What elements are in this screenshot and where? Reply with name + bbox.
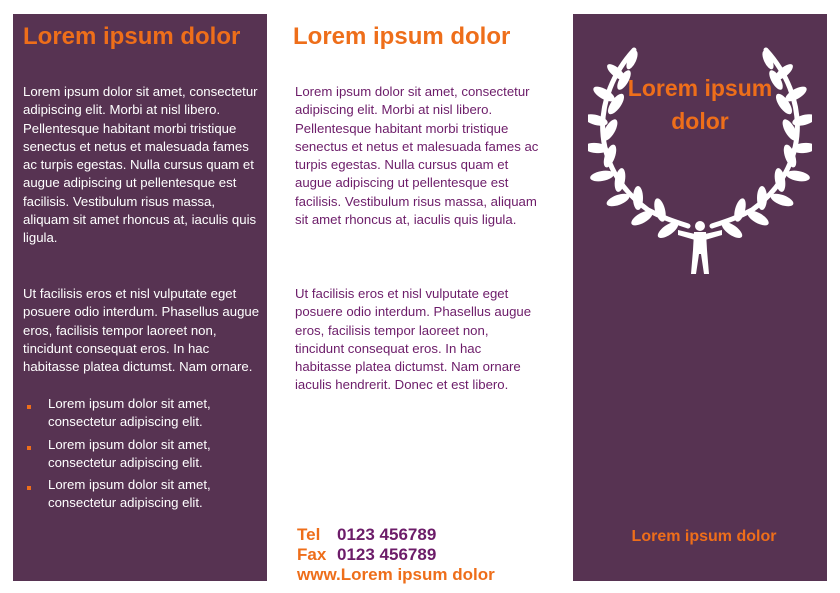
middle-panel [283,14,551,584]
middle-panel-paragraph-1: Lorem ipsum dolor sit amet, consectetur adipiscing elit. Morbi at nisl libero. Pellentesque habitant morbi tristique senectus et netus et malesuada fames ac turpis egestas. Nulla cursus quam et augue adipiscing ut pellentesque est facilisis. Vestibulum risus massa, aliquam sit amet rhoncus at, iaculis quis ligula. [295,84,539,228]
fax-number: 0123 456789 [337,545,437,564]
left-panel [13,14,267,581]
right-panel-heading: Lorem ipsum dolor [627,75,773,134]
left-panel-paragraph-2: Ut facilisis eros et nisl vulputate eget posuere odio interdum. Phasellus augue eros, facilisis tempor laoreet non, tincidunt consequat eros. In hac habitasse platea dictumst. Nam ornare. [23,286,260,375]
middle-panel-heading: Lorem ipsum dolor [293,23,511,50]
tel-label: Tel [297,525,321,544]
list-item [23,476,263,513]
contact-fax [297,545,436,565]
list-item [23,436,263,473]
bullet-marker-icon [27,405,31,409]
left-panel-bullet-list [23,395,263,517]
left-panel-heading: Lorem ipsum dolor [23,23,241,50]
list-item-text: Lorem ipsum dolor sit amet, consectetur adipiscing elit. [48,436,211,470]
right-panel-footer: Lorem ipsum dolor [631,528,777,545]
middle-panel-paragraph-2: Ut facilisis eros et nisl vulputate eget posuere odio interdum. Phasellus augue eros, facilisis tempor laoreet non, tincidunt consequat eros. In hac habitasse platea dictumst. Nam ornare iaculis hendrerit. Donec et est libero. [295,286,532,393]
fax-label: Fax [297,545,327,564]
list-item [23,395,263,432]
website-link[interactable]: www.Lorem ipsum dolor [297,565,495,584]
tel-number: 0123 456789 [337,525,437,544]
left-panel-paragraph-1: Lorem ipsum dolor sit amet, consectetur adipiscing elit. Morbi at nisl libero. Pellentesque habitant morbi tristique senectus et netus et malesuada fames ac turpis egestas. Nulla cursus quam et augue adipiscing ut pellentesque est facilisis. Vestibulum risus massa, aliquam sit amet rhoncus at, iaculis quis ligula. [23,84,258,246]
contact-tel [297,525,436,545]
list-item-text: Lorem ipsum dolor sit amet, consectetur adipiscing elit. [48,396,211,430]
bullet-marker-icon [27,486,31,490]
right-panel [573,14,827,581]
bullet-marker-icon [27,446,31,450]
list-item-text: Lorem ipsum dolor sit amet, consectetur adipiscing elit. [48,477,211,511]
